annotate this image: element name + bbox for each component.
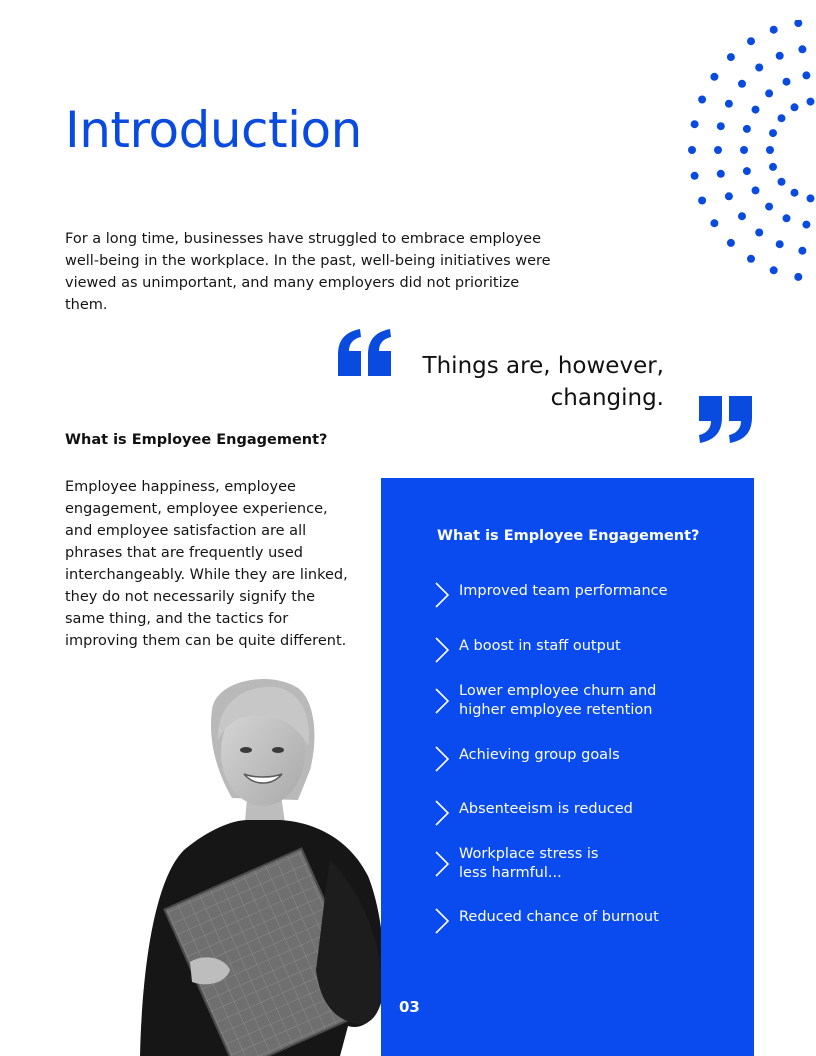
- decoration-dot: [743, 125, 751, 133]
- chevron-right-icon: [433, 688, 451, 714]
- decoration-dot: [752, 186, 760, 194]
- decoration-dot: [740, 146, 748, 154]
- section-heading: What is Employee Engagement?: [65, 432, 328, 448]
- decoration-dot: [802, 71, 810, 79]
- quote-close-icon: [697, 394, 755, 444]
- decoration-dot: [755, 229, 763, 237]
- decoration-dot: [717, 122, 725, 130]
- benefit-label: Reduced chance of burnout: [459, 909, 659, 925]
- dot-arc-decoration: [670, 20, 816, 282]
- page-number: 03: [399, 998, 420, 1016]
- decoration-dot: [755, 64, 763, 72]
- decoration-dot: [783, 78, 791, 86]
- benefit-label: Absenteeism is reduced: [459, 801, 633, 817]
- intro-paragraph: For a long time, businesses have struggled to embrace employee well-being in the workplace. In the past, well-being initiatives were viewed as unimportant, and many employers did not prioritize them.: [65, 231, 551, 313]
- decoration-dot: [807, 194, 815, 202]
- decoration-dot: [743, 167, 751, 175]
- chevron-right-icon: [433, 851, 451, 877]
- decoration-dot: [698, 96, 706, 104]
- benefit-label: Improved team performance: [459, 583, 668, 599]
- decoration-dot: [778, 114, 786, 122]
- decoration-dot: [710, 219, 718, 227]
- decoration-dot: [778, 178, 786, 186]
- chevron-right-icon: [433, 800, 451, 826]
- panel-title: What is Employee Engagement?: [437, 528, 700, 544]
- decoration-dot: [691, 172, 699, 180]
- decoration-dot: [747, 255, 755, 263]
- decoration-dot: [776, 52, 784, 60]
- decoration-dot: [752, 106, 760, 114]
- decoration-dot: [798, 247, 806, 255]
- decoration-dot: [794, 273, 802, 281]
- decoration-dot: [798, 45, 806, 53]
- decoration-dot: [783, 214, 791, 222]
- decoration-dot: [738, 80, 746, 88]
- chevron-right-icon: [433, 746, 451, 772]
- woman-portrait-photo: [120, 670, 390, 1056]
- pull-quote: Things are, however, changing.: [422, 353, 664, 411]
- decoration-dot: [727, 53, 735, 61]
- benefit-label: A boost in staff output: [459, 638, 621, 654]
- decoration-dot: [691, 120, 699, 128]
- decoration-dot: [725, 192, 733, 200]
- decoration-dot: [776, 240, 784, 248]
- decoration-dot: [770, 26, 778, 34]
- decoration-dot: [765, 203, 773, 211]
- decoration-dot: [765, 89, 773, 97]
- benefit-label: Achieving group goals: [459, 747, 620, 763]
- decoration-dot: [698, 197, 706, 205]
- decoration-dot: [725, 100, 733, 108]
- page-title: Introduction: [65, 101, 362, 159]
- decoration-dot: [769, 129, 777, 137]
- decoration-dot: [791, 189, 799, 197]
- chevron-right-icon: [433, 637, 451, 663]
- decoration-dot: [766, 146, 774, 154]
- decoration-dot: [770, 266, 778, 274]
- body-paragraph: Employee happiness, employee engagement, employee experience, and employee satisfaction are all phrases that are frequently used interchangeably. While they are linked, they do not necessarily signify the same thing, and the tactics for improving them can be quite different.: [65, 479, 348, 649]
- decoration-dot: [794, 20, 802, 27]
- chevron-right-icon: [433, 908, 451, 934]
- decoration-dot: [714, 146, 722, 154]
- chevron-right-icon: [433, 582, 451, 608]
- decoration-dot: [738, 212, 746, 220]
- decoration-dot: [727, 239, 735, 247]
- benefit-label: Workplace stress is less harmful...: [459, 846, 599, 881]
- decoration-dot: [747, 37, 755, 45]
- decoration-dot: [769, 163, 777, 171]
- decoration-dot: [802, 221, 810, 229]
- decoration-dot: [791, 103, 799, 111]
- decoration-dot: [807, 98, 815, 106]
- benefit-label: Lower employee churn and higher employee retention: [459, 683, 657, 718]
- decoration-dot: [717, 170, 725, 178]
- decoration-dot: [688, 146, 696, 154]
- decoration-dot: [710, 73, 718, 81]
- benefits-panel: [381, 478, 754, 1056]
